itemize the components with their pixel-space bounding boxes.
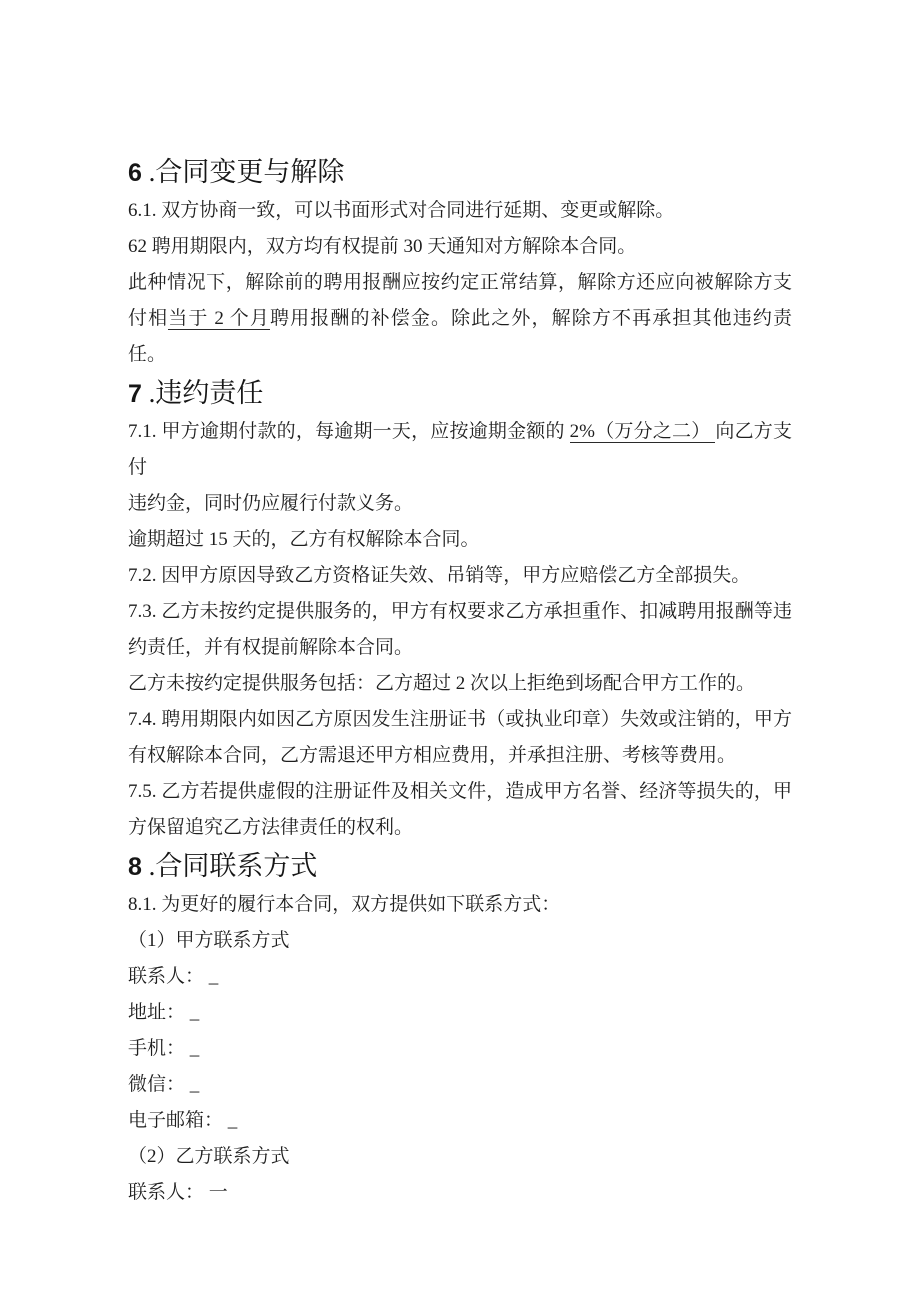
- clause-6-2-compensation-underlined-text: 当于 2 个月: [168, 308, 270, 329]
- clause-8-1: [128, 887, 792, 923]
- clause-7-2: [128, 558, 792, 594]
- clause-6-2-compensation-text: 此种情况下，解除前的聘用报酬应按约定正常结算，解除方还应向被解除方支付相: [128, 272, 792, 329]
- clause-6-1: [128, 193, 792, 229]
- party-b-contact-heading-text: （2）乙方联系方式: [128, 1146, 290, 1167]
- clause-7-3: [128, 594, 792, 666]
- party-a-contact-heading: [128, 923, 792, 959]
- party-a-address-text: 地址：: [128, 1002, 190, 1023]
- party-b-contact-name: [128, 1175, 792, 1211]
- party-a-email-text: 电子邮箱：: [128, 1110, 228, 1131]
- clause-8-1-text: 8.1. 为更好的履行本合同，双方提供如下联系方式：: [128, 894, 561, 915]
- section-7-heading-title: .违约责任: [141, 378, 264, 408]
- party-a-email-blank: _: [227, 1110, 238, 1131]
- clause-7-3-note-text: 乙方未按约定提供服务包括：乙方超过 2 次以上拒绝到场配合甲方工作的。: [128, 673, 756, 694]
- clause-7-4: [128, 702, 792, 774]
- section-8-heading-title: .合同联系方式: [141, 851, 318, 881]
- section-6-heading-number: 6: [128, 159, 142, 187]
- clause-7-4-text: 7.4. 聘用期限内如因乙方原因发生注册证书（或执业印章）失效或注销的，甲方有权解除本合同，乙方需退还甲方相应费用，并承担注册、考核等费用。: [128, 709, 792, 766]
- section-6-heading: [128, 152, 792, 193]
- party-a-contact-name-blank: _: [208, 966, 219, 987]
- party-a-wechat-blank: _: [189, 1074, 200, 1095]
- section-8-heading: [128, 846, 792, 887]
- party-a-wechat-text: 微信：: [128, 1074, 190, 1095]
- section-7-heading: [128, 373, 792, 414]
- clause-7-1: [128, 414, 792, 486]
- clause-7-5-text: 7.5. 乙方若提供虚假的注册证件及相关文件，造成甲方名誉、经济等损失的，甲方保留追究乙方法律责任的权利。: [128, 781, 792, 838]
- party-b-contact-name-text: 联系人： 一: [128, 1182, 228, 1203]
- party-a-address: [128, 995, 792, 1031]
- clause-7-1-underlined-text: 2%（万分之二）: [569, 421, 716, 442]
- clause-7-3-text: 7.3. 乙方未按约定提供服务的，甲方有权要求乙方承担重作、扣减聘用报酬等违约责任，并有权提前解除本合同。: [128, 601, 792, 658]
- clause-6-2: [128, 229, 792, 265]
- party-a-wechat: [128, 1067, 792, 1103]
- party-a-mobile-blank: _: [189, 1038, 200, 1059]
- party-a-contact-heading-text: （1）甲方联系方式: [128, 930, 290, 951]
- clause-7-1-overdue: [128, 522, 792, 558]
- party-a-mobile: [128, 1031, 792, 1067]
- clause-7-1-continued-text: 违约金，同时仍应履行付款义务。: [128, 493, 414, 514]
- section-6-heading-title: .合同变更与解除: [141, 157, 345, 187]
- clause-7-1-text: 向乙方支付: [128, 421, 792, 478]
- clause-7-1-overdue-text: 逾期超过 15 天的，乙方有权解除本合同。: [128, 529, 480, 550]
- clause-6-1-text: 6.1. 双方协商一致，可以书面形式对合同进行延期、变更或解除。: [128, 200, 675, 221]
- contract-body: [128, 152, 792, 1211]
- clause-7-1-text: 7.1. 甲方逾期付款的，每逾期一天，应按逾期金额的: [128, 421, 570, 442]
- party-a-contact-name: [128, 959, 792, 995]
- section-8-heading-number: 8: [128, 853, 142, 881]
- clause-6-2-compensation-text: 聘用报酬的补偿金。除此之外，解除方不再承担其他违约责任。: [128, 308, 792, 365]
- section-7-heading-number: 7: [128, 380, 142, 408]
- clause-6-2-text: 62 聘用期限内，双方均有权提前 30 天通知对方解除本合同。: [128, 236, 637, 257]
- clause-7-1-continued: [128, 486, 792, 522]
- clause-7-3-note: [128, 666, 792, 702]
- party-a-address-blank: _: [189, 1002, 200, 1023]
- party-b-contact-heading: [128, 1139, 792, 1175]
- party-a-email: [128, 1103, 792, 1139]
- party-a-mobile-text: 手机：: [128, 1038, 190, 1059]
- clause-7-5: [128, 774, 792, 846]
- party-a-contact-name-text: 联系人：: [128, 966, 209, 987]
- clause-6-2-compensation: [128, 265, 792, 373]
- clause-7-2-text: 7.2. 因甲方原因导致乙方资格证失效、吊销等，甲方应赔偿乙方全部损失。: [128, 565, 751, 586]
